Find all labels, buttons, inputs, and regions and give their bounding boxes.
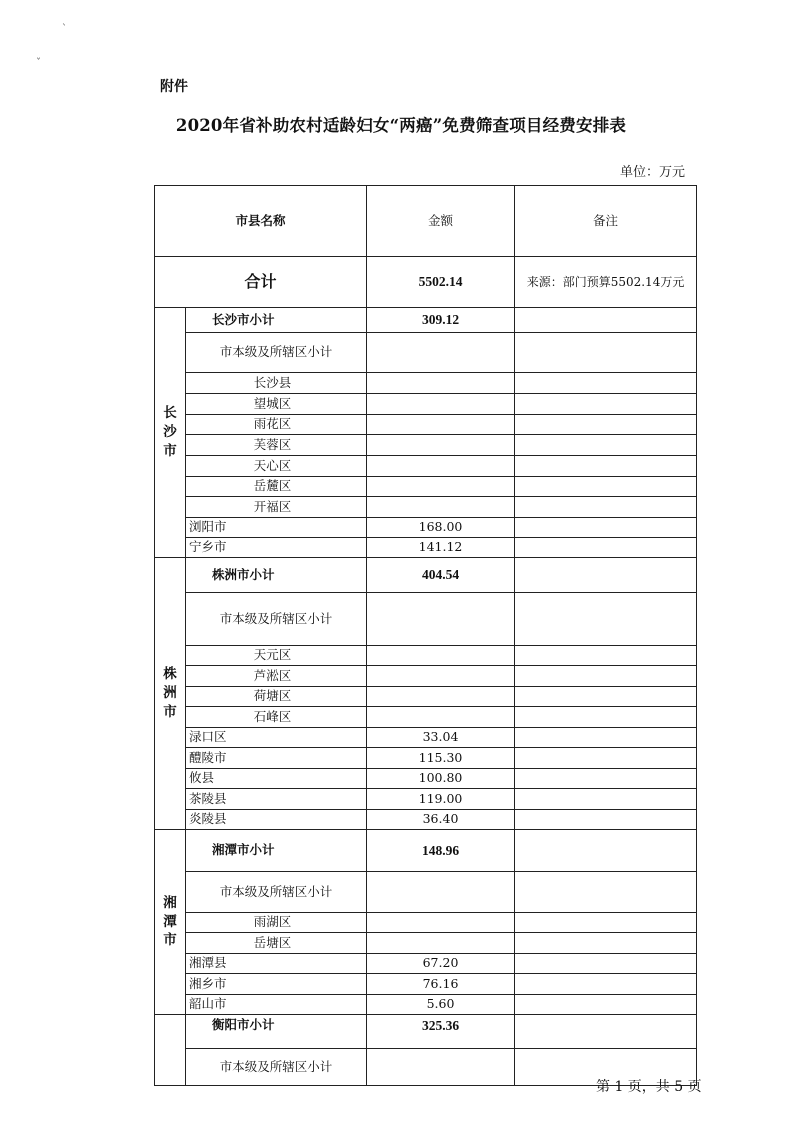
remark-cell [515,333,697,373]
city-name-char: 市 [163,703,177,720]
county-name: 长沙县 [186,373,367,394]
county-amount: 115.30 [367,748,515,769]
remark-cell [515,954,697,974]
county-amount [367,394,515,415]
county-amount [367,933,515,954]
total-remark: 来源：部门预算5502.14万元 [515,257,697,308]
county-name: 石峰区 [186,707,367,728]
table-row [155,593,697,646]
county-amount [367,435,515,456]
city-name-char: 潭 [163,913,177,930]
table-row [155,707,697,728]
county-name: 渌口区 [186,728,367,748]
county-name: 湘乡市 [186,974,367,995]
city-name-cell [155,830,186,1015]
city-name-char: 长 [163,405,177,422]
county-amount [367,646,515,666]
county-amount: 100.80 [367,769,515,789]
scan-speck: ˇ [36,58,41,69]
table-row [155,913,697,933]
total-row [155,257,697,308]
remark-cell [515,558,697,593]
county-name: 天元区 [186,646,367,666]
header-row [155,186,697,257]
header-amount: 金额 [367,186,515,257]
remark-cell [515,394,697,415]
county-name: 茶陵县 [186,789,367,810]
county-name: 雨湖区 [186,913,367,933]
table-row [155,954,697,974]
county-name: 荷塘区 [186,687,367,707]
remark-cell [515,995,697,1015]
table-row [155,415,697,435]
city-name-cell [155,308,186,558]
county-name: 宁乡市 [186,538,367,558]
county-amount [367,666,515,687]
attachment-label: 附件 [160,79,188,95]
table-row [155,769,697,789]
city-name-char: 市 [163,442,177,459]
county-name: 市本级及所辖区小计 [186,593,367,646]
remark-cell [515,373,697,394]
city-subtotal-amount: 404.54 [367,558,515,593]
remark-cell [515,415,697,435]
city-name-char: 沙 [163,424,177,441]
county-name: 雨花区 [186,415,367,435]
remark-cell [515,974,697,995]
table-row [155,995,697,1015]
table-row [155,456,697,477]
table-row [155,518,697,538]
table-row [155,728,697,748]
header-name: 市县名称 [155,186,367,257]
county-amount [367,913,515,933]
remark-cell [515,456,697,477]
county-amount [367,415,515,435]
remark-cell [515,593,697,646]
remark-cell [515,1015,697,1049]
remark-cell [515,477,697,497]
county-amount [367,872,515,913]
remark-cell [515,538,697,558]
county-amount [367,593,515,646]
county-name: 芦淞区 [186,666,367,687]
county-name: 浏阳市 [186,518,367,538]
city-subtotal-label: 湘潭市小计 [186,830,367,872]
county-name: 岳麓区 [186,477,367,497]
county-amount: 141.12 [367,538,515,558]
city-subtotal-amount: 148.96 [367,830,515,872]
county-amount [367,687,515,707]
table-row [155,646,697,666]
remark-cell [515,707,697,728]
county-amount [367,707,515,728]
city-subtotal-row [155,308,697,333]
county-amount [367,373,515,394]
county-name: 炎陵县 [186,810,367,830]
table-row [155,333,697,373]
remark-cell [515,308,697,333]
table-row [155,373,697,394]
county-amount [367,1049,515,1086]
city-subtotal-amount: 309.12 [367,308,515,333]
county-amount: 33.04 [367,728,515,748]
budget-table [154,185,697,1086]
unit-label: 单位：万元 [620,165,686,180]
table-row [155,497,697,518]
county-amount [367,333,515,373]
remark-cell [515,769,697,789]
county-amount [367,497,515,518]
remark-cell [515,913,697,933]
county-amount [367,456,515,477]
total-label: 合计 [155,257,367,308]
county-name: 韶山市 [186,995,367,1015]
city-subtotal-row [155,830,697,872]
page-indicator: 第 1 页，共 5 页 [596,1079,702,1095]
city-subtotal-label: 株洲市小计 [186,558,367,593]
remark-cell [515,933,697,954]
city-name-cell [155,558,186,830]
table-row [155,748,697,769]
city-name-char: 湘 [163,894,177,911]
county-name: 开福区 [186,497,367,518]
table-row [155,872,697,913]
table-row [155,477,697,497]
county-name: 天心区 [186,456,367,477]
county-amount: 36.40 [367,810,515,830]
county-name: 湘潭县 [186,954,367,974]
county-amount: 67.20 [367,954,515,974]
county-amount: 119.00 [367,789,515,810]
remark-cell [515,435,697,456]
table-row [155,687,697,707]
remark-cell [515,666,697,687]
city-name-cell [155,1015,186,1086]
county-name: 望城区 [186,394,367,415]
city-name-char: 洲 [163,685,177,702]
remark-cell [515,872,697,913]
county-name: 芙蓉区 [186,435,367,456]
table-row [155,538,697,558]
city-subtotal-row [155,558,697,593]
county-name: 醴陵市 [186,748,367,769]
city-name-char: 株 [163,666,177,683]
remark-cell [515,789,697,810]
table-row [155,666,697,687]
table-row [155,933,697,954]
remark-cell [515,687,697,707]
table-row [155,974,697,995]
remark-cell [515,830,697,872]
table-row [155,810,697,830]
remark-cell [515,810,697,830]
remark-cell [515,646,697,666]
city-subtotal-amount: 325.36 [367,1015,515,1049]
city-subtotal-label: 衡阳市小计 [186,1015,367,1049]
city-name-char: 市 [163,932,177,949]
county-amount [367,477,515,497]
county-name: 市本级及所辖区小计 [186,872,367,913]
table-row [155,435,697,456]
header-remark: 备注 [515,186,697,257]
total-amount: 5502.14 [367,257,515,308]
county-amount: 5.60 [367,995,515,1015]
table-row [155,789,697,810]
city-subtotal-label: 长沙市小计 [186,308,367,333]
county-name: 市本级及所辖区小计 [186,1049,367,1086]
city-subtotal-row [155,1015,697,1049]
scan-speck: ` [62,24,67,35]
county-amount: 76.16 [367,974,515,995]
county-amount: 168.00 [367,518,515,538]
remark-cell [515,497,697,518]
remark-cell [515,728,697,748]
county-name: 岳塘区 [186,933,367,954]
county-name: 市本级及所辖区小计 [186,333,367,373]
county-name: 攸县 [186,769,367,789]
remark-cell [515,748,697,769]
remark-cell [515,518,697,538]
table-row [155,394,697,415]
page-title: 2020年省补助农村适龄妇女“两癌”免费筛查项目经费安排表 [175,116,627,135]
